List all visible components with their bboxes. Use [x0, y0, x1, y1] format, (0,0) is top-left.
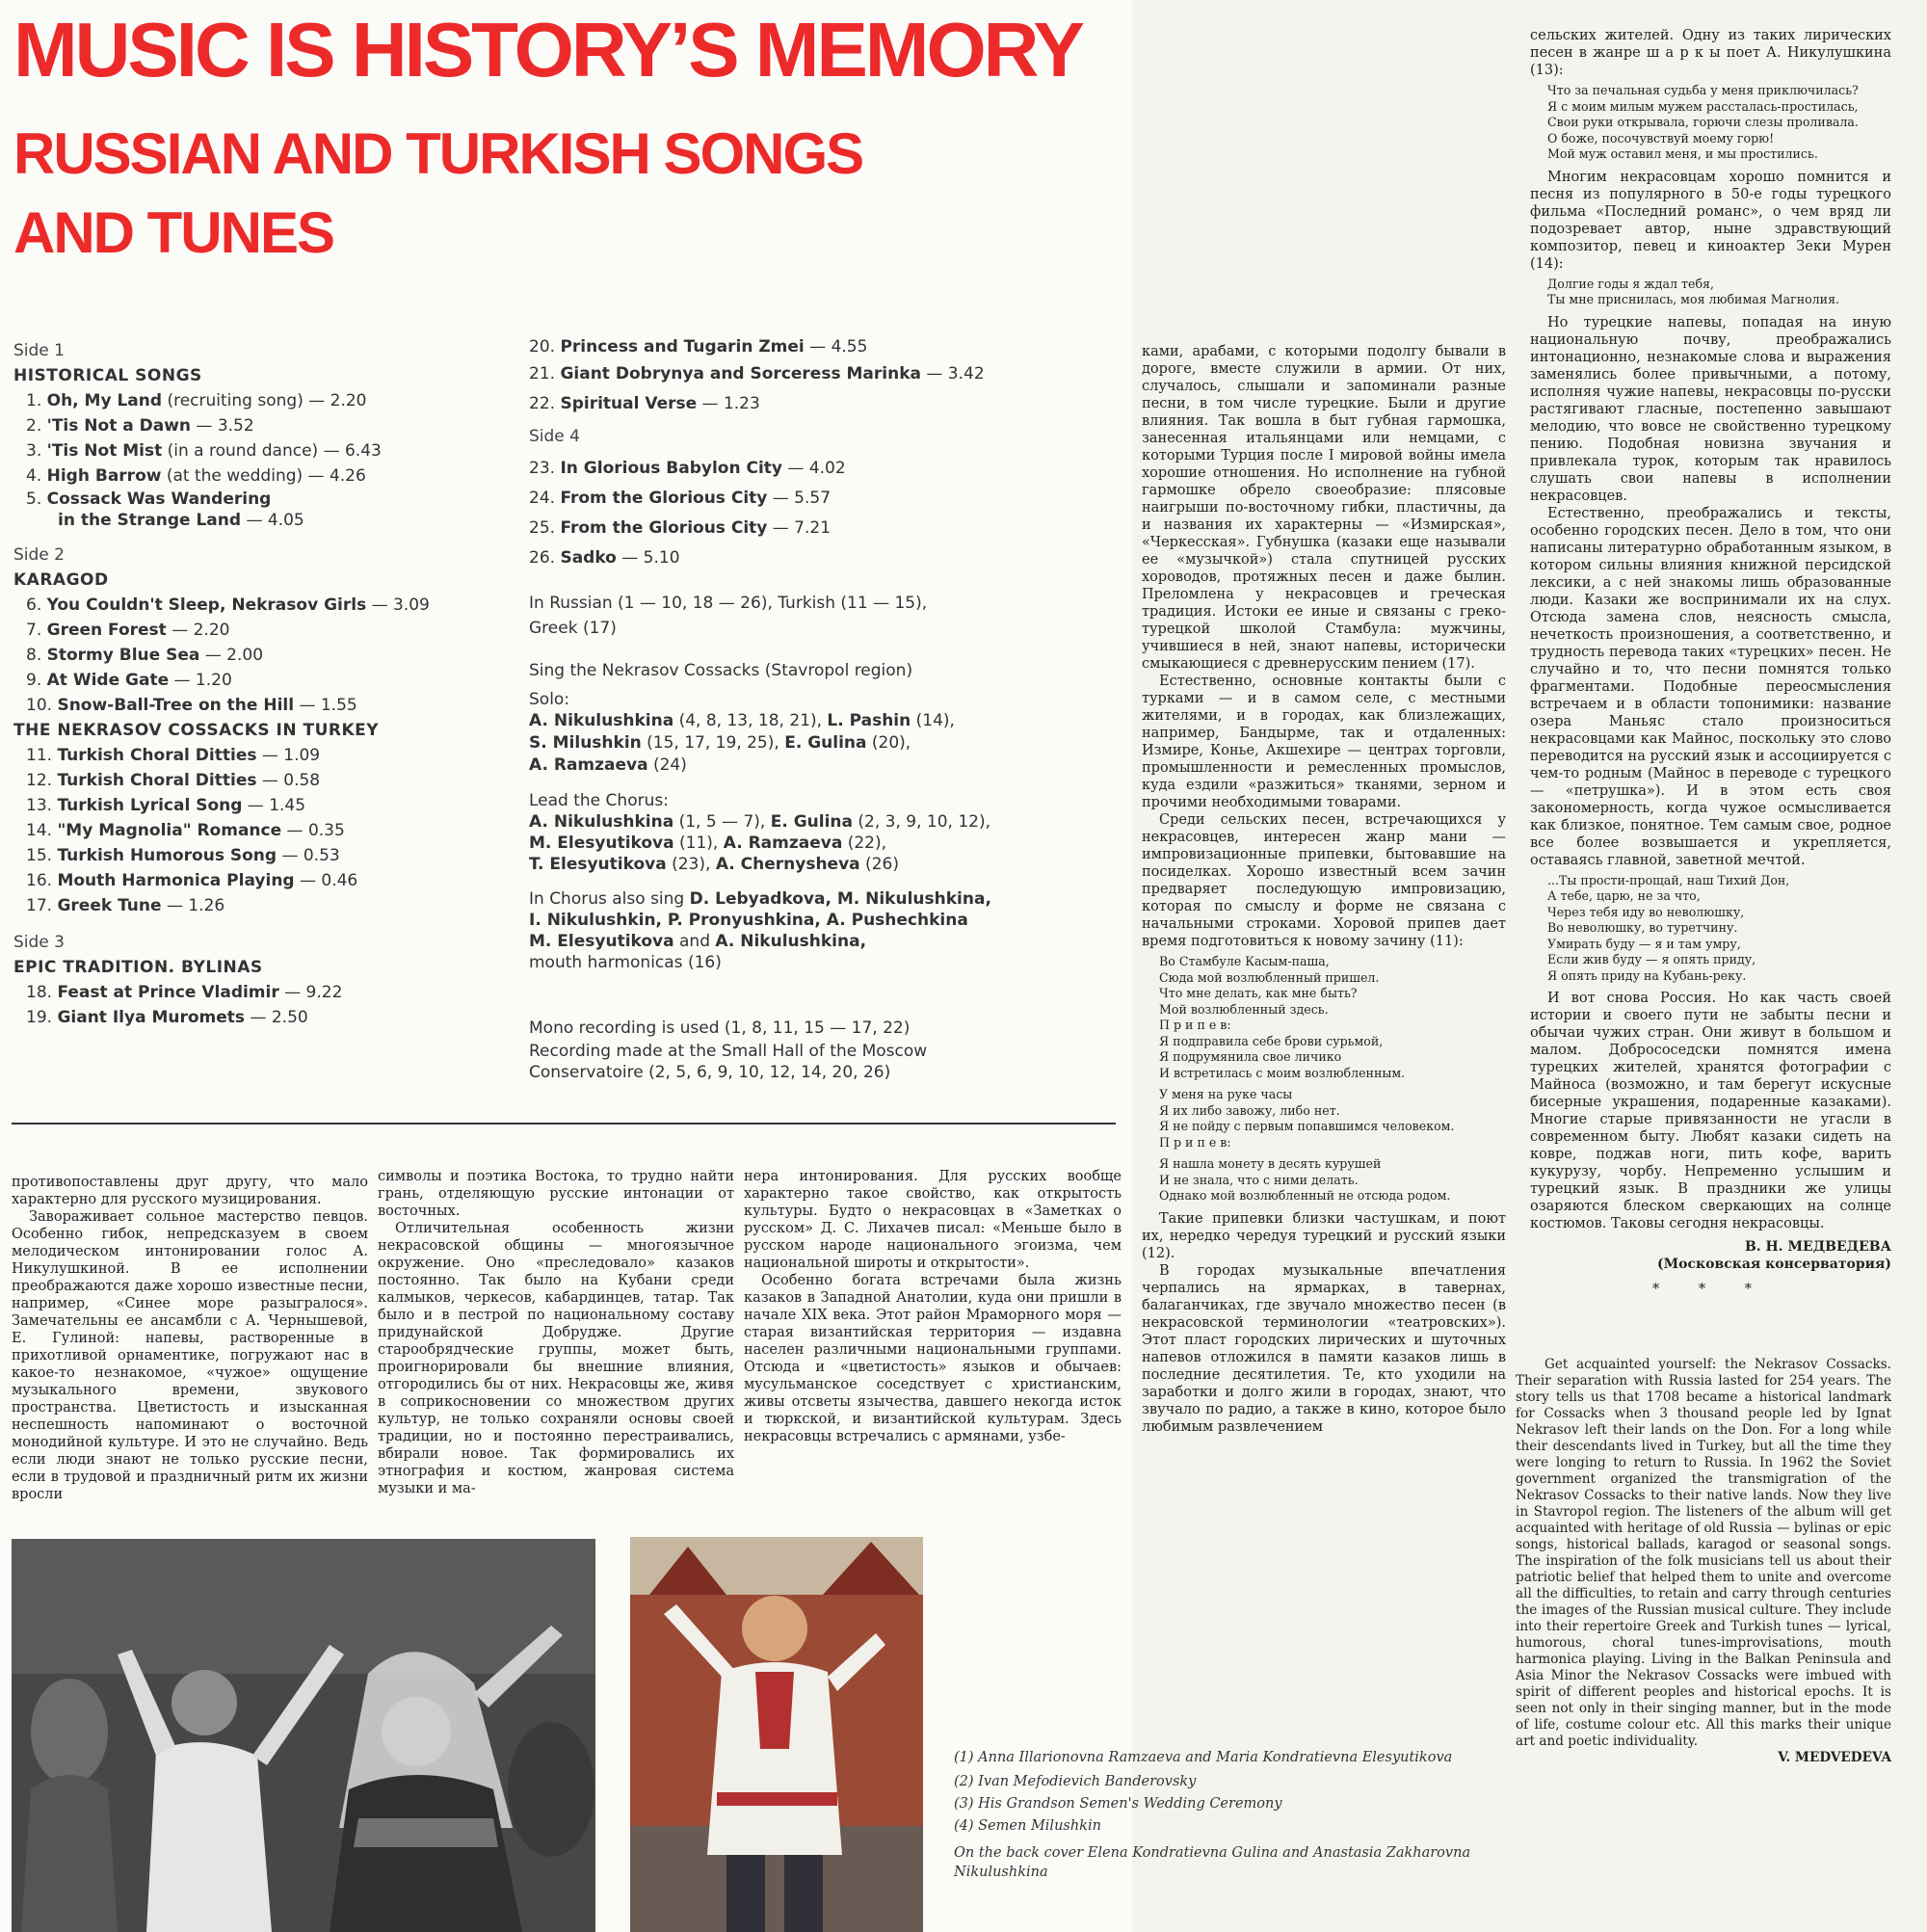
track-item: 14. "My Magnolia" Romance — 0.35 [26, 821, 345, 840]
track-item: 13. Turkish Lyrical Song — 1.45 [26, 796, 306, 815]
russian-column-4: ками, арабами, с которыми подолгу бывали в дороге, вместе служили в армии. От них, случалось, слышали и запоминали разные песни, в том числе турецкие. Были и другие влияния. Так вошла в быт губная гармошка, занесенная итальянцами или немцами, с которыми Турция после I мировой войны имела хорошие отношения. Но исполнение на губной гармошке обрело своеобразие: плясовые наигрыши по-восточному гибки, пластичны, да и названия их характерны — «Измирская», «Черкесская». Губнушка (казаки еще называли ее «музычкой») стала спутницей русских хороводов, протяжных песен и даже былин. Преломлена у некрасовцев и греческая традиция. Истоки ее иные и связаны с греко-турецкой школой Стамбула: мужчины, учившиеся в ней, знают напевы, исторически смыкающиеся с древнерусским пением (17). Естественно, основные контакты были с турками — и в самом селе, с местными жителями, и в городах, как близлежащих, например, Бандырме, так и отдаленных: Измире, Конье, Акшехире — центрах торговли, промышленности и ремесленных промыслов, куда ездили «разжиться» тканями, зерном и прочими необходимыми товарами. Среди сельских песен, встречающихся у некрасовцев, интересен жанр мани — импровизационные припевки, бытовавшие на посиделках. Хорошо известный всем зачин предваряет последующую импровизацию, которая по смыслу и форме не связана с начальными строками. Хоровой припев дает время подготовиться к новому зачину (11): Во Стамбуле Касым-паша, Сюда мой возлюбленный пришел. Что мне делать, как мне быть? Мой возлюбленный здесь. П р и п е в: Я подправила себе брови сурьмой, Я подрумянила свое личико И встретилась с моим возлюбленным. У меня на руке часы Я их либо завожу, либо нет. Я не пойду с первым попавшимся человеком. П р и п е в: Я нашла монету в десять курушей И не знала, что с ними делать. Однако мой возлюбленный не отсюда родом. Такие припевки близки частушкам, и поют их, нередко чередуя турецкий и русский языки (12). В городах музыкальные впечатления черпались на ярмарках, в тавернах, балаганчиках, где звучало множество песен (в некрасовской терминологии «театровских»). Этот пласт городских лирических и шуточных напевов отложился в памяти казаков лишь в последние десятилетия. Те, кто уходили на заработки и долго жили в городах, знают, что звучало по радио, а также в кино, которое было любимым развлечением [1142, 344, 1506, 1435]
track-item: 17. Greek Tune — 1.26 [26, 896, 225, 915]
track-item: 10. Snow-Ball-Tree on the Hill — 1.55 [26, 696, 357, 715]
track-item: 3. 'Tis Not Mist (in a round dance) — 6.43 [26, 441, 382, 461]
side-label: Side 2 [13, 545, 65, 565]
caption-item: (4) Semen Milushkin [954, 1818, 1101, 1834]
track-item: 22. Spiritual Verse — 1.23 [529, 394, 760, 413]
track-item: 11. Turkish Choral Ditties — 1.09 [26, 746, 321, 765]
track-item: 4. High Barrow (at the wedding) — 4.26 [26, 466, 366, 486]
track-item: 26. Sadko — 5.10 [529, 548, 680, 568]
credit-line: A. Ramzaeva (24) [529, 755, 687, 775]
track-item: 7. Green Forest — 2.20 [26, 621, 230, 640]
author-signature: В. Н. МЕДВЕДЕВА [1744, 1239, 1891, 1255]
side-label: Side 3 [13, 933, 65, 952]
tracklist-left [13, 338, 515, 1030]
track-item: 16. Mouth Harmonica Playing — 0.46 [26, 871, 358, 890]
recording-note: Conservatoire (2, 5, 6, 9, 10, 12, 14, 20, 26) [529, 1063, 891, 1082]
russian-column-5: сельских жителей. Одну из таких лирических песен в жанре ш а р к ы поет А. Никулушкина (13): Что за печальная судьба у меня приключилась? Я с моим милым мужем рассталась-простилась, Свои руки открывала, горючи слезы проливала. О боже, посочувствуй моему горю! Мой муж оставил меня, и мы простились. Многим некрасовцам хорошо помнится и песня из популярного в 50-е годы турецкого фильма «Последний романс», о чем вряд ли подозревает автор, ныне здравствующий композитор, певец и киноактер Зеки Мурен (14): Долгие годы я ждал тебя, Ты мне приснилась, моя любимая Магнолия. Но турецкие напевы, попадая на иную национальную почву, преображались интонационно, незнакомые слова и выражения заменялись более привычными, а потому, исполняя чужие напевы, некрасовцы по-русски растягивают гласные, постепенно завышают мелодию, что вовсе не свойственно турецкому пению. Подобная новизна звучания и привлекала турок, которым так нравилось слушать свои напевы в исполнении некрасовцев. Естественно, преображались и тексты, особенно городских песен. Дело в том, что они написаны литературно обработанным языком, в котором сильны влияния книжной персидской лексики, а с ней знакомы лишь образованные люди. Казаки же воспринимали их на слух. Отсюда замена слов, неясность смысла, нечеткость произношения, а соответственно, и трудность перевода таких «турецких» песен. Не случайно и то, что песни помнятся только фрагментами. Подобные переосмысления встречаем и в области топонимики: название озера Маньяс стало произноситься некрасовцами как Майнос, поскольку это слово переводится на русский язык и ассоциируется с чем-то родным (Майнос в переводе с турецкого — «петрушка»). И в этом есть своя закономерность, когда чужое осмысливается как близкое, понятное. Тем самым свое, родное все более возвышается и укрепляется, оставаясь главной, заветной мечтой. ...Ты прости-прощай, наш Тихий Дон, А тебе, царю, не за что, Через тебя иду во неволюшку, Во неволюшку, во туретчину. Умирать буду — я и там умру, Если жив буду — я опять приду, Я опять приду на Кубань-реку. И вот снова Россия. Но как часть своей истории и своего пути не забыты песни и обычаи чужих стран. Они живут в большом и малом. Добрососедски помнятся имена турецких жителей, хранятся фотографии с Майноса (возможно, и там берегут искусные бисерные украшения, подаренные казаками). Многие старые привязанности не угасли в современном быту. Любят казаки сидеть на ковре, поджав ноги, пить кофе, варить кукурузу, чорбу. Непременно услышим и турецкий язык. В праздники же улицы озаряются блеском сверкающих на солнце костюмов. Таковы сегодня некрасовцы. В. Н. МЕДВЕДЕВА (Московская консерватория) * * * [1530, 28, 1891, 1297]
author-affiliation: (Московская консерватория) [1657, 1257, 1891, 1272]
side-label: Side 1 [13, 341, 65, 360]
credit-line: A. Nikulushkina (4, 8, 13, 18, 21), L. Pashin (14), [529, 711, 955, 730]
section-heading: KARAGOD [13, 570, 109, 590]
singer-photo-illustration [630, 1537, 923, 1932]
track-item: 15. Turkish Humorous Song — 0.53 [26, 846, 340, 865]
track-item: 6. You Couldn't Sleep, Nekrasov Girls — 3.09 [26, 595, 430, 615]
main-title: MUSIC IS HISTORY’S MEMORY [13, 7, 1082, 93]
verse-block: Долгие годы я ждал тебя, Ты мне приснилась, моя любимая Магнолия. [1547, 276, 1840, 306]
caption-item: (2) Ivan Mefodievich Banderovsky [954, 1774, 1197, 1789]
solo-heading: Solo: [529, 690, 570, 709]
caption-item: (1) Anna Illarionovna Ramzaeva and Maria Kondratievna Elesyutikova [954, 1750, 1453, 1765]
credit-line: A. Nikulushkina (1, 5 — 7), E. Gulina (2, 3, 9, 10, 12), [529, 812, 991, 832]
section-heading: EPIC TRADITION. BYLINAS [13, 958, 263, 977]
track-item: 25. From the Glorious City — 7.21 [529, 518, 832, 538]
russian-column-3: нера интонирования. Для русских вообще характерно такое свойство, как открытость культуры. Будто о некрасовцах в «Заметках о русском» Д. С. Лихачев писал: «Меньше было в русском народе национального эгоизма, чем национальной широты и открытости». Особенно богата встречами была жизнь казаков в Западной Анатолии, куда они пришли в начале XIX века. Этот район Мраморного моря — старая византийская территория — издавна населен различными национальными группами. Отсюда и «цветистость» языков и обычаев: мусульманское соседствует с христианским, живы отсветы язычества, давшего некогда исток и тюркской, и византийской культурам. Здесь некрасовцы встречались с армянами, узбе- [744, 1169, 1122, 1444]
english-signature: V. MEDVEDEVA [1778, 1750, 1891, 1765]
russian-column-2: символы и поэтика Востока, то трудно найти грань, отделяющую русские интонации от восточных. Отличительная особенность жизни некрасовской общины — многоязычное окружение. Оно «преследовало» казаков постоянно. Так было на Кубани среди калмыков, черкесов, кабардинцев, татар. Так было и в пестрой по национальному составу придунайской Добрудже. Другие старообрядческие группы, может быть, проигнорировали бы внешние влияния, отгородились бы от них. Некрасовцы же, живя в соприкосновении со множеством других культур, не только сохраняли основы своей традиции, но и постоянно перестраивались, вбирали новое. Так формировались их этнография и костюм, жанровая система музыки и ма- [378, 1169, 734, 1496]
track-item: 20. Princess and Tugarin Zmei — 4.55 [529, 337, 868, 357]
back-cover-caption: On the back cover Elena Kondratievna Gulina and Anastasia Zakharovna Nikulushkina [954, 1845, 1471, 1880]
track-item: 8. Stormy Blue Sea — 2.00 [26, 646, 264, 665]
track-item: 18. Feast at Prince Vladimir — 9.22 [26, 983, 343, 1002]
track-item: 24. From the Glorious City — 5.57 [529, 489, 832, 508]
dancers-photo-illustration [12, 1539, 595, 1932]
track-item: 21. Giant Dobrynya and Sorceress Marinka — 3.42 [529, 364, 985, 384]
track-item: 5. Cossack Was Wandering [26, 490, 272, 509]
recording-note: Recording made at the Small Hall of the Moscow [529, 1042, 928, 1061]
credit-line: M. Elesyutikova and A. Nikulushkina, [529, 932, 867, 951]
credit-line: S. Milushkin (15, 17, 19, 25), E. Gulina (20), [529, 733, 911, 753]
dancers-photo [12, 1539, 595, 1932]
credit-line: M. Elesyutikova (11), A. Ramzaeva (22), [529, 834, 887, 853]
verse-block: Во Стамбуле Касым-паша, Сюда мой возлюбленный пришел. Что мне делать, как мне быть? Мой возлюбленный здесь. П р и п е в: Я подправила себе брови сурьмой, Я подрумянила свое личико И встретилась с моим возлюбленным. У меня на руке часы Я их либо завожу, либо нет. Я не пойду с первым попавшимся человеком. П р и п е в: Я нашла монету в десять курушей И не знала, что с ними делать. Однако мой возлюбленный не отсюда родом. [1159, 954, 1455, 1203]
languages-note: In Russian (1 — 10, 18 — 26), Turkish (11 — 15), [529, 594, 928, 613]
credit-line: T. Elesyutikova (23), A. Chernysheva (26) [529, 855, 899, 874]
track-item: 12. Turkish Choral Ditties — 0.58 [26, 771, 321, 790]
lead-heading: Lead the Chorus: [529, 791, 669, 810]
credit-line: In Chorus also sing D. Lebyadkova, M. Nikulushkina, [529, 889, 991, 909]
russian-column-1: противопоставлены друг другу, что мало характерно для русского музицирования. Завораживает сольное мастерство певцов. Особенно гибок, непредсказуем в своем мелодическом интонировании голос А. Никулушкиной. В ее исполнении преображаются даже хорошо известные песни, например, «Синее море разыгралося». Замечательны ее ансамбли с А. Чернышевой, Е. Гулиной: напевы, растворенные в прихотливой орнаментике, погружают нас в какое-то незнакомое, «чужое» ощущение музыкального времени, звукового пространства. Цветистость и изысканная неспешность напоминают о восточной монодийной культуре. И это не случайно. Ведь если люди знают не только русские песни, если в трудовой и праздничный ритм их жизни вросли [12, 1175, 368, 1502]
photo-captions [954, 1748, 1493, 1882]
track-item: 2. 'Tis Not a Dawn — 3.52 [26, 416, 254, 436]
singer-photo [630, 1537, 923, 1932]
tracklist-right [529, 334, 1011, 1083]
languages-note: Greek (17) [529, 619, 617, 638]
section-heading: THE NEKRASOV COSSACKS IN TURKEY [13, 721, 380, 740]
section-separator: * * * [1652, 1282, 1769, 1297]
subtitle-line-1: RUSSIAN AND TURKISH SONGS [13, 121, 863, 186]
verse-block: Что за печальная судьба у меня приключилась? Я с моим милым мужем рассталась-простилась, Свои руки открывала, горючи слезы проливала. О боже, посочувствуй моему горю! Мой муж оставил меня, и мы простились. [1547, 83, 1859, 161]
side-label: Side 4 [529, 427, 580, 446]
english-summary: Get acquainted yourself: the Nekrasov Cossacks. Their separation with Russia lasted for 254 years. The story tells us that 1708 became a historical landmark for Cossacks when 3 thousand people led by Ignat Nekrasov left their lands on the Don. For a long while their descendants lived in Turkey, but all the time they were longing to return to Russia. In 1962 the Soviet government organized the transmigration of the Nekrasov Cossacks to their native lands. Now they live in Stavropol region. The listeners of the album will get acquainted with heritage of old Russia — bylinas or epic songs, historical ballads, karagod or seasonal songs. The inspiration of the folk musicians tell us about their patriotic belief that helped them to unite and overcome all the difficulties, to retain and carry through centuries the images of the Russian musical culture. They include into their repertoire Greek and Turkish tunes — lyrical, humorous, choral tunes-improvisations, mouth harmonica playing. Living in the Balkan Peninsula and Asia Minor the Nekrasov Cossacks were imbued with spirit of different peoples and historical epochs. It is seen not only in their singing manner, but in the mode of life, costume colour etc. All this marks their unique art and poetic individuality. V. MEDVEDEVA [1516, 1357, 1891, 1765]
section-heading: HISTORICAL SONGS [13, 366, 202, 385]
track-item: 9. At Wide Gate — 1.20 [26, 671, 232, 690]
horizontal-divider [12, 1123, 1116, 1125]
verse-block: ...Ты прости-прощай, наш Тихий Дон, А тебе, царю, не за что, Через тебя иду во неволюшку, Во неволюшку, во туретчину. Умирать буду — я и там умру, Если жив буду — я опять приду, Я опять приду на Кубань-реку. [1547, 872, 1790, 983]
subtitle-line-2: AND TUNES [13, 200, 334, 265]
mono-note: Mono recording is used (1, 8, 11, 15 — 17, 22) [529, 1019, 911, 1038]
track-item: 1. Oh, My Land (recruiting song) — 2.20 [26, 391, 367, 410]
credit-line: mouth harmonicas (16) [529, 953, 722, 972]
track-item-continued: in the Strange Land — 4.05 [58, 511, 304, 530]
performers-intro: Sing the Nekrasov Cossacks (Stavropol region) [529, 661, 913, 680]
track-item: 19. Giant Ilya Muromets — 2.50 [26, 1008, 308, 1027]
caption-item: (3) His Grandson Semen's Wedding Ceremony [954, 1796, 1282, 1812]
track-item: 23. In Glorious Babylon City — 4.02 [529, 459, 846, 478]
credit-line: I. Nikulushkin, P. Pronyushkina, A. Pushechkina [529, 911, 968, 930]
